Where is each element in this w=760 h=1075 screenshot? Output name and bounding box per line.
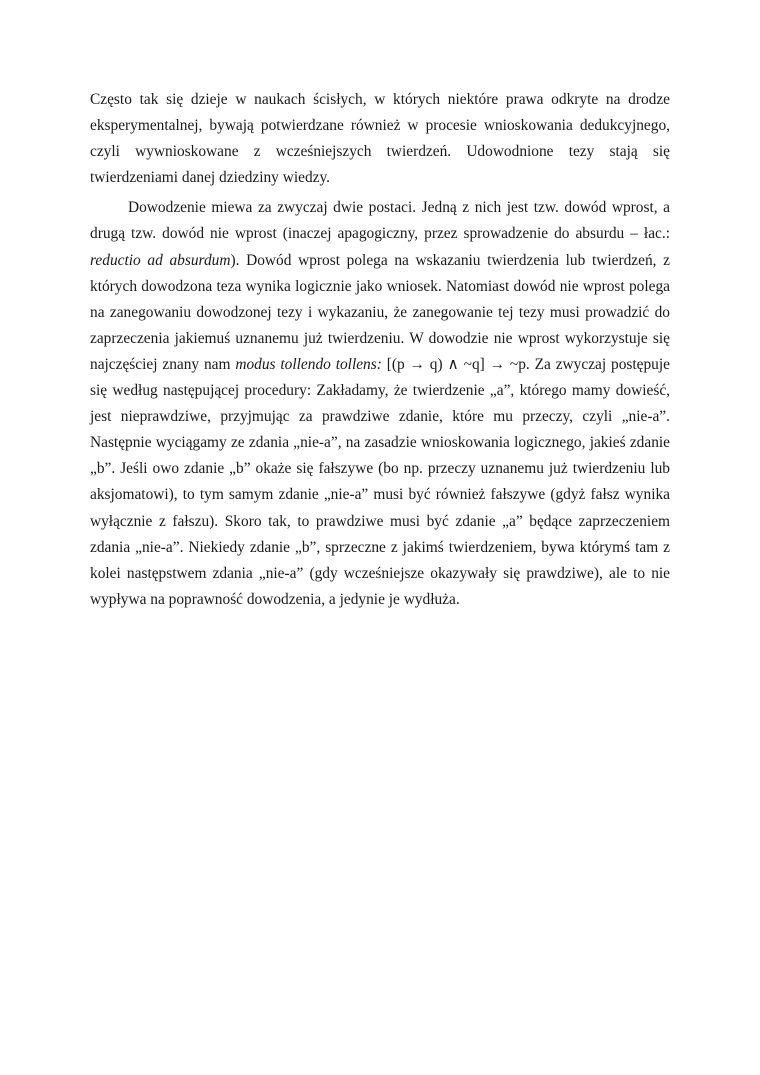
body-text bbox=[90, 87, 670, 613]
paragraph-proof-methods bbox=[90, 195, 670, 613]
modus-term: modus tollendo tollens: bbox=[235, 355, 382, 373]
latin-term: reductio ad absurdum bbox=[90, 251, 231, 269]
paragraph-intro: Często tak się dzieje w naukach ścisłych, w których niektóre prawa odkryte na drodze eksperymentalnej, bywają potwierdzane również w procesie wnioskowania dedukcyjnego, czyli wywnioskowane z wcześniejszych twierdzeń. Udowodnione tezy stają się twierdzeniami danej dziedziny wiedzy. bbox=[90, 91, 670, 187]
paragraph-proof-text-3: Za zwyczaj postępuje się według następującej procedury: Zakładamy, że twierdzenie „a”, którego mamy dowieść, jest nieprawdziwe, przyjmując za prawdziwe zdanie, które mu przeczy, czyli „nie-a”. Następnie wyciągamy ze zdania „nie-a”, na zasadzie wnioskowania logicznego, jakieś zdanie „b”. Jeśli owo zdanie „b” okaże się fałszywe (bo np. przeczy uznanemu już twierdzeniu lub aksjomatowi), to tym samym zdanie „nie-a” musi być również fałszywe (gdyż fałsz wynika wyłącznie z fałszu). Skoro tak, to prawdziwe musi być zdanie „a” będące zaprzeczeniem zdania „nie-a”. Niekiedy zdanie „b”, sprzeczne z jakimś twierdzeniem, bywa którymś tam z kolei następstwem zdania „nie-a” (gdy wcześniejsze okazywały się prawdziwe), ale to nie wypływa na poprawność dowodzenia, a jedynie je wydłuża. bbox=[90, 355, 670, 608]
logic-formula: [(p → q) ∧ ~q] → ~p. bbox=[381, 355, 530, 373]
paragraph-proof-text-2: ). Dowód wprost polega na wskazaniu twierdzenia lub twierdzeń, z których dowodzona teza wynika logicznie jako wniosek. Natomiast dowód nie wprost polega na zanegowaniu dowodzonej tezy i wykazaniu, że zanegowanie tej tezy musi prowadzić do zaprzeczenia jakiemuś uznanemu już twierdzeniu. W dowodzie nie wprost wykorzystuje się najczęściej znany nam bbox=[90, 251, 670, 373]
paragraph-proof-text-1: Dowodzenie miewa za zwyczaj dwie postaci. Jedną z nich jest tzw. dowód wprost, a drugą tzw. dowód nie wprost (inaczej apagogiczny, przez sprowadzenie do absurdu – łac.: bbox=[90, 199, 670, 243]
